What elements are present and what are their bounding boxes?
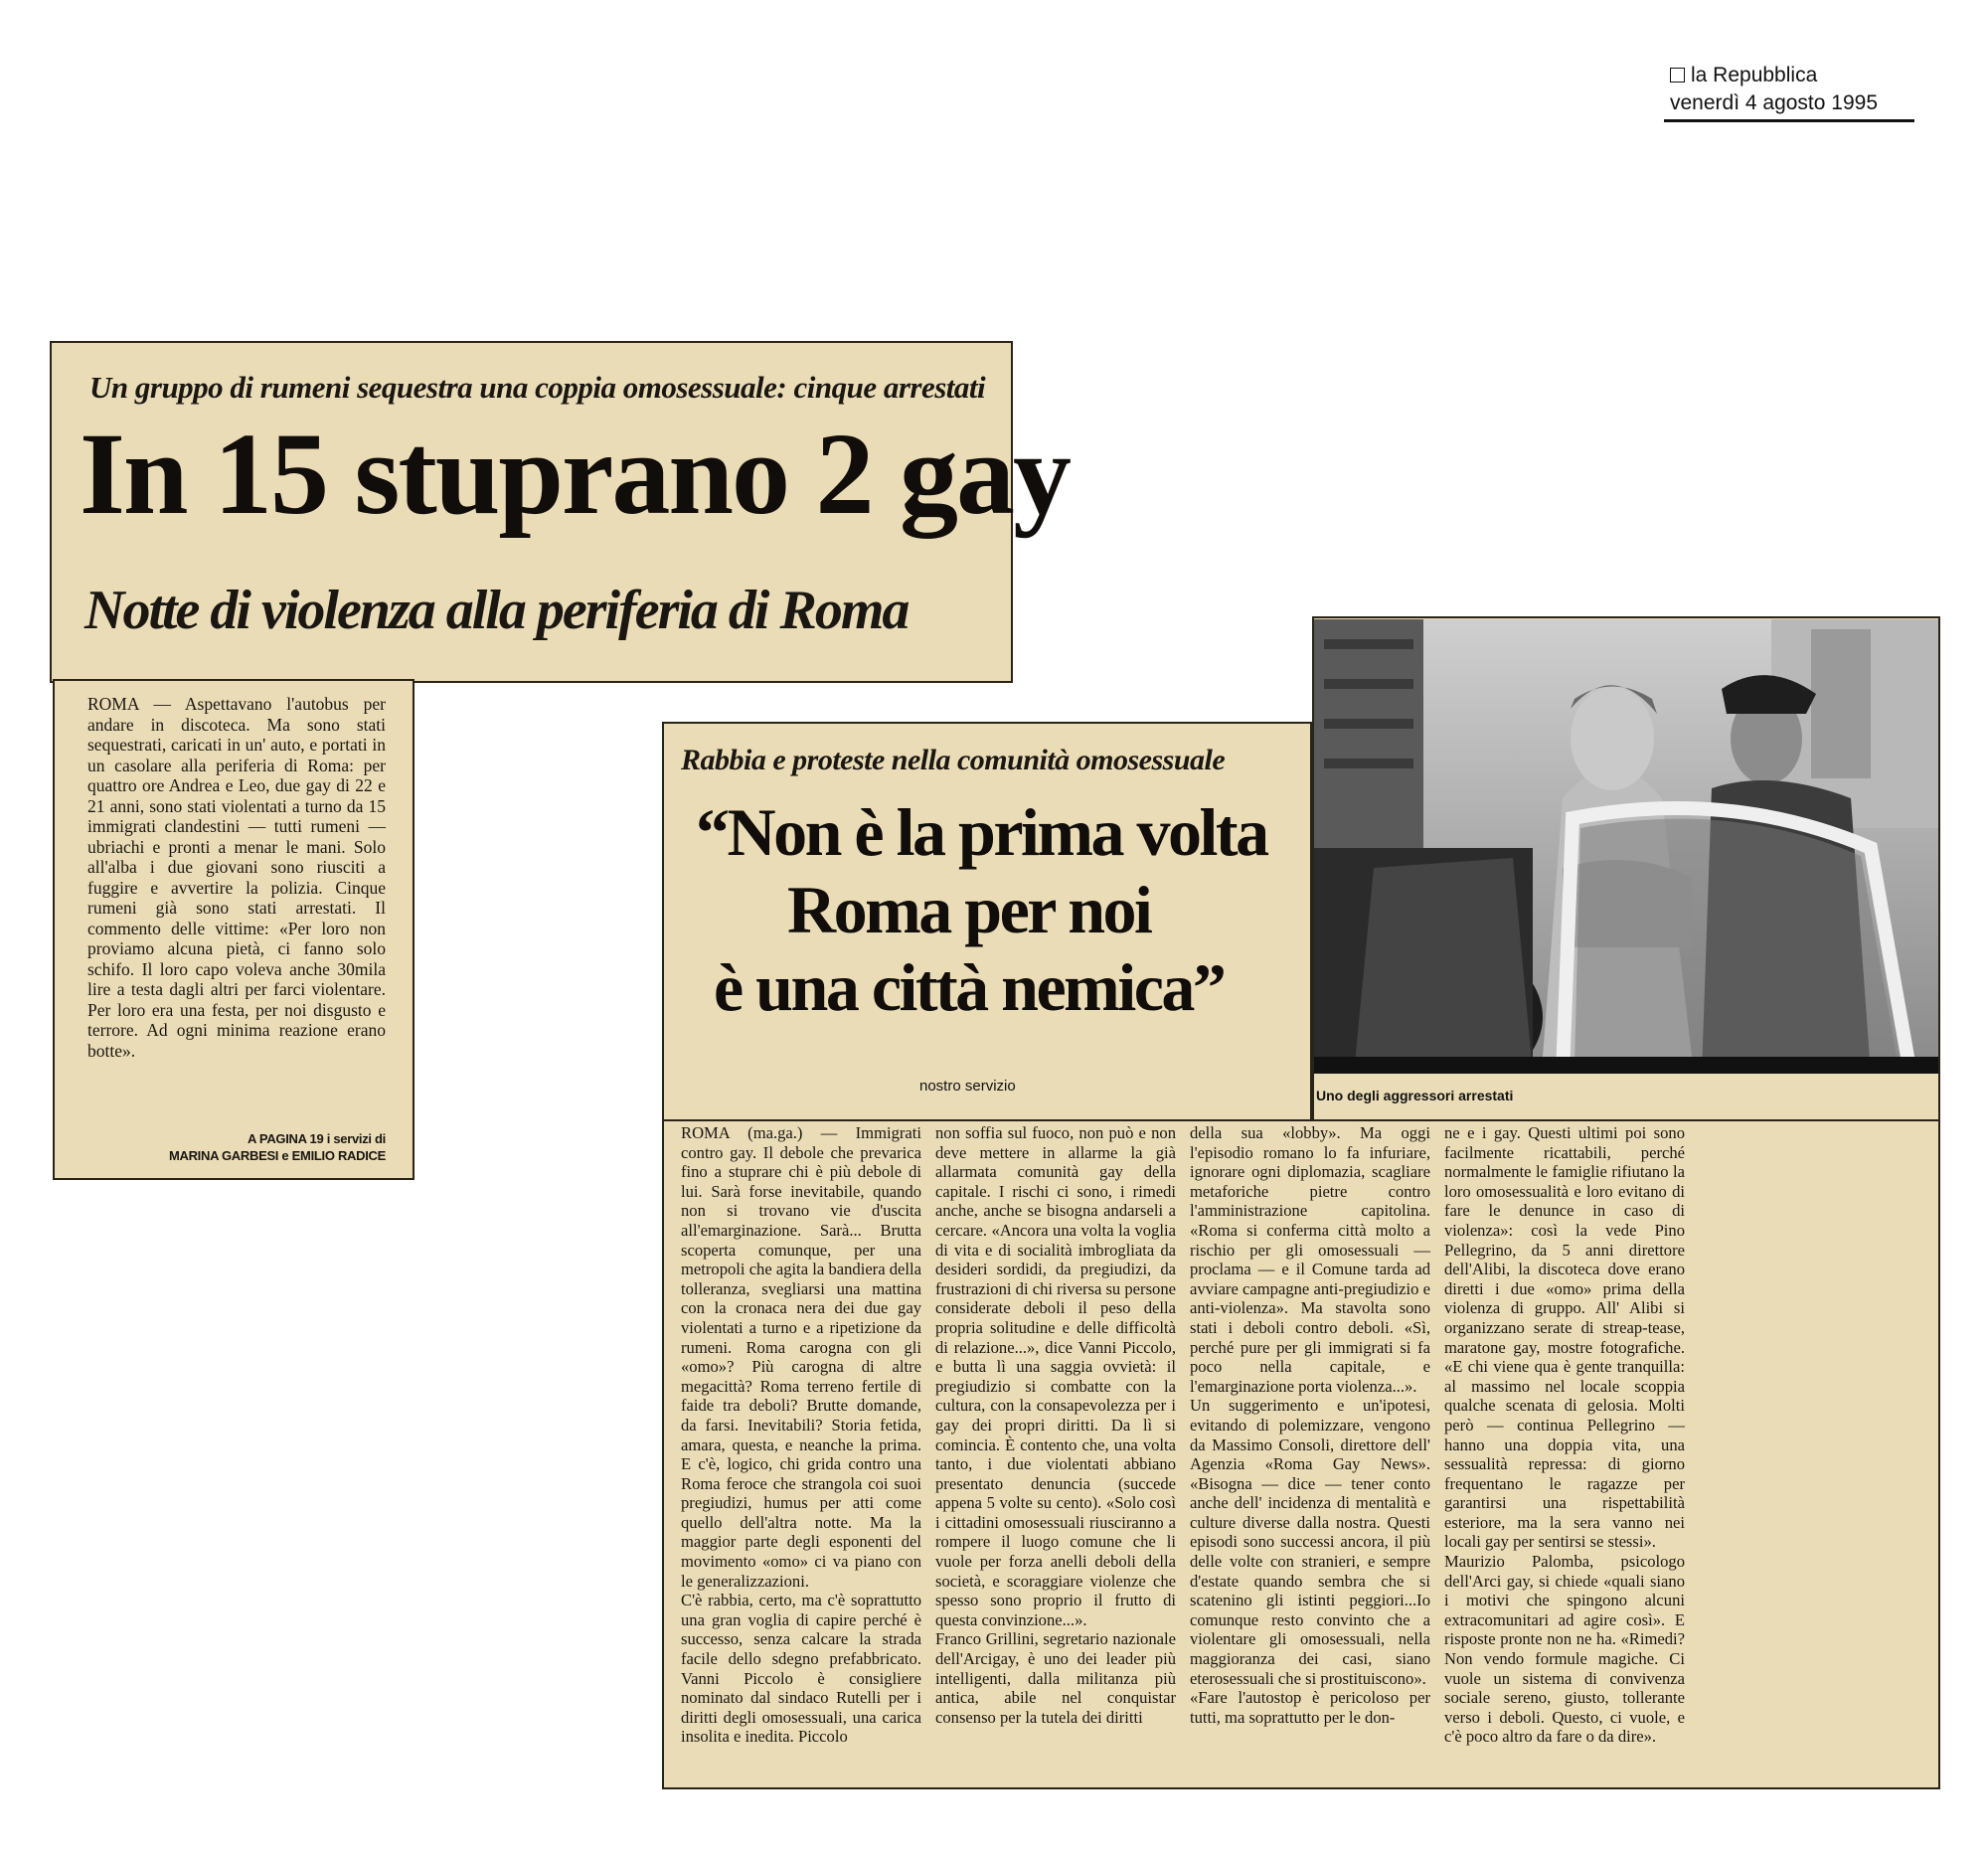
- masthead-rule: [1664, 119, 1914, 122]
- arrest-photo-image: [1314, 619, 1938, 1074]
- square-icon: [1670, 68, 1685, 83]
- article1-kicker: Un gruppo di rumeni sequestra una coppia omosessuale: cinque arrestati: [89, 370, 986, 405]
- photo-caption: Uno degli aggressori arrestati: [1316, 1088, 1514, 1103]
- article1-byline: [87, 1130, 386, 1164]
- article2-kicker: Rabbia e proteste nella comunità omosessuale: [681, 744, 1226, 776]
- masthead: [1670, 62, 1914, 122]
- article1-body: ROMA — Aspettavano l'autobus per andare in discoteca. Ma sono stati sequestrati, caricati in un' auto, e portati in un casolare alla periferia di Roma: per quattro ore Andrea e Leo, due gay di 22 e 21 anni, sono stati violentati a turno da 15 immigrati clandestini — tutti rumeni — ubriachi e pronti a menar le mani. Solo all'alba i due giovani sono riusciti a fuggire e avvertire la polizia. Cinque rumeni già sono stati arrestati. Il commento delle vittime: «Per loro non proviamo alcuna pietà, ci fanno solo schifo. Il loro capo voleva anche 30mila lire a testa dagli altri per farci violentare. Per loro era una festa, per noi disgusto e terrore. Ad ogni minima reazione erano botte».: [87, 694, 386, 1061]
- article2-column-4: ne e i gay. Questi ultimi poi sono facilmente ricattabili, perché normalmente le famiglie rifiutano la loro omosessualità e loro evitano di fare le denunce in caso di violenza»: così la vede Pino Pellegrino, da 5 anni direttore dell'Alibi, la discoteca dove erano diretti i due «omo» prima della violenza di gruppo. All' Alibi si organizzano serate di streap-tease, maratone gay, mostre fotografiche. «E chi viene qua è gente tranquilla: al massimo nel locale scoppia qualche scenata di gelosia. Molti però — continua Pellegrino — hanno una doppia vita, una sessualità repressa: di giorno frequentano le ragazze per garantirsi una rispettabilità esteriore, ma la sera vanno nei locali gay per sentirsi se stessi». Maurizio Palomba, psicologo dell'Arci gay, si chiede «quali siano i motivi che spingono alcuni extracomunitari ad agire così». E risposte pronte non ne ha. «Rimedi? Non vendo formule magiche. Ci vuole un sistema di convivenza sociale sereno, giusto, tollerante verso i deboli. Questo, ci vuole, e c'è poco altro da fare o da dire».: [1444, 1123, 1685, 1747]
- article2-service: nostro servizio: [919, 1078, 1016, 1095]
- article1-subheadline: Notte di violenza alla periferia di Roma: [84, 580, 909, 641]
- article2-headline-line1: “Non è la prima volta: [696, 794, 1267, 870]
- article1-byline-line1: A PAGINA 19 i servizi di: [248, 1131, 386, 1146]
- publication-date: venerdì 4 agosto 1995: [1670, 91, 1878, 114]
- article2-headline-line2: Roma per noi: [787, 872, 1151, 947]
- newspaper-name: la Repubblica: [1691, 64, 1818, 86]
- article2-headline-line3: è una città nemica”: [714, 949, 1225, 1025]
- article1-headline: In 15 stuprano 2 gay: [80, 409, 1071, 539]
- article1-byline-line2: MARINA GARBESI e EMILIO RADICE: [168, 1148, 386, 1163]
- article2-column-2: non soffia sul fuoco, non può e non deve mettere in allarme la già allarmata comunità gay della capitale. I rischi ci sono, i rimedi anche, anche se bisogna andarseli a cercare. «Ancora una volta la voglia di vita e di socialità imbrogliata da desideri sordidi, da pregiudizi, da frustrazioni di chi riversa su persone considerate deboli il peso della propria solitudine e delle difficoltà di relazione...», dice Vanni Piccolo, e butta lì una saggia ovvietà: il pregiudizio si combatte con la cultura, con la consapevolezza per i gay dei propri diritti. Da lì si comincia. È contento che, una volta tanto, i due violentati abbiano presentato denuncia (succede appena 5 volte su cento). «Solo così i cittadini omosessuali riusciranno a rompere il luogo comune che li vuole per forza anelli deboli della società, e scoraggiare violenze che spesso sono proprio il frutto di questa convinzione...». Franco Grillini, segretario nazionale dell'Arcigay, è uno dei leader più intelligenti, dalla militanza più antica, abile nel conquistar consenso per la tutela dei diritti: [935, 1123, 1176, 1727]
- article2-column-1: ROMA (ma.ga.) — Immigrati contro gay. Il debole che prevarica fino a stuprare chi è più debole di lui. Sarà forse inevitabile, quando non si trovano vie d'uscita all'emarginazione. Sarà... Brutta scoperta comunque, per una metropoli che agita la bandiera della tolleranza, svegliarsi una mattina con la cronaca nera dei due gay violentati a turno e a ripetizione da rumeni. Roma carogna con gli «omo»? Più carogna di altre megacittà? Roma terreno fertile di faide tra deboli? Brutte domande, da farsi. Inevitabili? Storia fetida, amara, questa, e neanche la prima. E c'è, logico, chi grida contro una Roma feroce che strangola coi suoi pregiudizi, humus per atti come quello dell'altra notte. Ma la maggior parte degli esponenti del movimento «omo» ci va piano con le generalizzazioni. C'è rabbia, certo, ma c'è soprattutto una gran voglia di capire perché è successo, senza calcare la strada facile dello sdegno prefabbricato. Vanni Piccolo è consigliere nominato dal sindaco Rutelli per i diritti degli omosessuali, una carica insolita e inedita. Piccolo: [681, 1123, 921, 1747]
- arrest-photo: [1314, 619, 1938, 1074]
- article2-column-3: della sua «lobby». Ma oggi l'episodio romano lo fa infuriare, ignorare ogni diplomazia, scagliare metaforiche pietre contro l'amministrazione capitolina. «Roma si conferma città molto a rischio per gli omosessuali — proclama — e il Comune tarda ad avviare campagne anti-pregiudizio e anti-violenza». Ma stavolta sono stati i deboli contro deboli. «Sì, perché pure per gli immigrati si fa poco nella capitale, e l'emarginazione porta violenza...». Un suggerimento e un'ipotesi, evitando di polemizzare, vengono da Massimo Consoli, direttore dell' Agenzia «Roma Gay News». «Bisogna — dice — tener conto anche dell' incidenza di mentalità e culture diverse dalla nostra. Questi episodi sono successi ancora, il più delle volte con stranieri, e sempre d'estate quando sembra che si scatenino gli istinti peggiori...Io comunque resto convinto che a violentare gli omosessuali, nella maggioranza dei casi, siano eterosessuali che si prostituiscono». «Fare l'autostop è pericoloso per tutti, ma soprattutto per le don-: [1190, 1123, 1430, 1727]
